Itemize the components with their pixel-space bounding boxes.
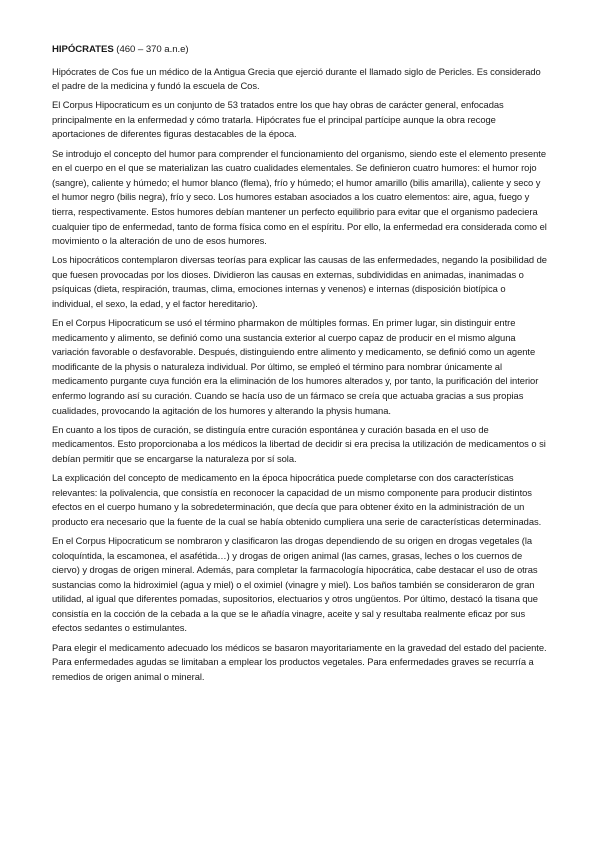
paragraph-pharmakon: En el Corpus Hipocraticum se usó el término pharmakon de múltiples formas. En primer lugar, sin distinguir entre medicamento y alimento, se definió como una sustancia exterior al cuerpo capaz de producir en el mismo alguna variación favorable o desfavorable. Después, distinguiendo entre alimento y medicamento, se definió como un agente modificante de la physis o naturaleza individual. Por último, se empleó el término para nombrar únicamente al medicamento purgante cuya función era la eliminación de los humores alterados y, por tanto, la purificación del interior enfermo logrando así su curación. Cuando se hacía uso de un fármaco se creía que actuaba gracias a sus propias cualidades, provocando la agitación de los humores y alterando la physis humana. (52, 317, 539, 416)
paragraph-intro: Hipócrates de Cos fue un médico de la Antigua Grecia que ejerció durante el llamado siglo de Pericles. Es considerado el padre de la medicina y fundó la escuela de Cos. (52, 65, 541, 92)
paragraph-choice: Para elegir el medicamento adecuado los médicos se basaron mayoritariamente en la gravedad del estado del paciente. Para enfermedades agudas se limitaban a emplear los productos vegetales. Para enfermedades graves se recurría a remedios de origen animal o mineral. (52, 641, 547, 682)
paragraph-drugs: En el Corpus Hipocraticum se nombraron y clasificaron las drogas dependiendo de su origen en drogas vegetales (la coloquíntida, la escamonea, el asafétida…) y drogas de origen animal (las carnes, grasas, leches o los cuernos de ciervo) y drogas de origen mineral. Además, para completar la farmacología hipocrática, cabe destacar el uso de otras sustancias como la hidroximiel (agua y miel) o el oximiel (vinagre y miel). Los baños también se consideraron de gran utilidad, al igual que diferentes pomadas, supositorios, electuarios y otros ungüentos. Por último, destacó la tisana que consistía en la cocción de la cebada a la que se le añadía vinagre, aceite y sal y resultaba realmente eficaz por sus efectos sedantes o estimulantes. (52, 534, 538, 634)
title-name: HIPÓCRATES (52, 44, 114, 55)
paragraph-curation: En cuanto a los tipos de curación, se distinguía entre curación espontánea y curación basada en el uso de medicamentos. Esto proporcionaba a los médicos la libertad de decidir si era precisa la utilización de medicamentos o si debían permitir que se encargarse la naturaleza por sí sola. (52, 423, 546, 464)
title-dates: (460 – 370 a.n.e) (113, 44, 189, 55)
paragraph-corpus: El Corpus Hipocraticum es un conjunto de 53 tratados entre los que hay obras de carácter general, enfocadas principalmente en la enfermedad y cómo tratarla. Hipócrates fue el principal partícipe aunque la obra recoge aportaciones de diferentes figuras destacables de la época. (52, 99, 504, 140)
paragraph-concept: La explicación del concepto de medicamento en la época hipocrática puede completarse con dos características relevantes: la polivalencia, que consistía en reconocer la capacidad de un mismo componente para producir distintos efectos en el cuerpo humano y la sobredeterminación, que decía que para obtener éxito en la administración de un producto era necesario que la fuente de la cual se había obtenido cumpliera una serie de características determinadas. (52, 472, 542, 527)
paragraph-humors: Se introdujo el concepto del humor para comprender el funcionamiento del organismo, siendo este el elemento presente en el cuerpo en el que se materializan las cuatro cualidades elementales. Se definieron cuatro humores: el humor rojo (sangre), caliente y húmedo; el humor blanco (flema), frío y húmedo; el humor amarillo (bilis amarilla), caliente y seco y el humor negro (bilis negra), frío y seco. Los humores estaban asociados a los cuatro elementos: aire, agua, fuego y tierra, respectivamente. Estos humores debían mantener un perfecto equilibrio para evitar que el organismo padeciera cualquier tipo de enfermedad, tanto de forma física como en el espíritu. Por ello, la enfermedad era considerada como el movimiento o la alteración de uno de esos humores. (52, 147, 547, 247)
paragraph-causes: Los hipocráticos contemplaron diversas teorías para explicar las causas de las enfermedades, negando la posibilidad de que fuesen provocadas por los dioses. Dividieron las causas en externas, subdivididas en animadas, inanimadas o psíquicas (dieta, respiración, traumas, clima, emociones internas y venenos) e internas (disposición biotípica o individual, el sexo, la edad, y el factor hereditario). (52, 254, 547, 309)
document-title (52, 43, 548, 58)
document-page (52, 43, 548, 689)
